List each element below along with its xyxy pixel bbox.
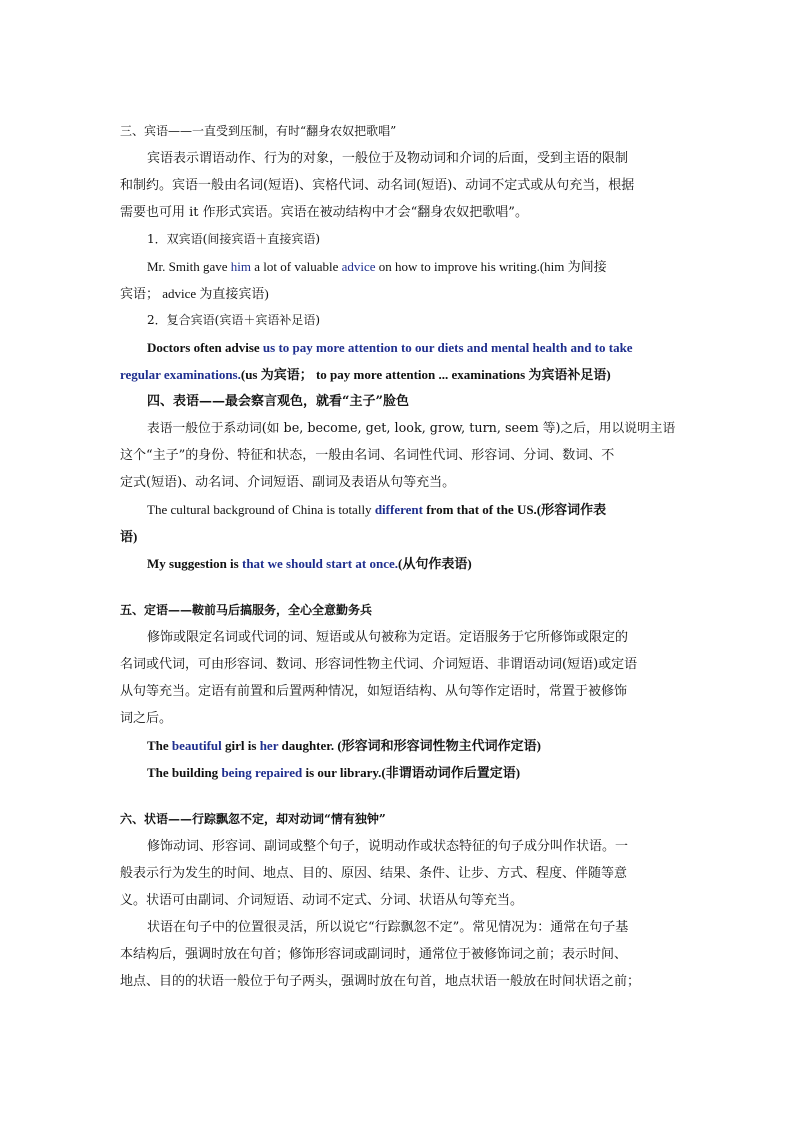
example-text: The building bbox=[147, 765, 222, 780]
section-gap bbox=[120, 786, 676, 806]
paragraph-line: 词之后。 bbox=[120, 711, 173, 726]
paragraph-line: 宾语表示谓语动作、行为的对象，一般位于及物动词和介词的后面，受到主语的限制 bbox=[147, 151, 629, 166]
example-note: (从句作表语) bbox=[397, 556, 472, 571]
highlight-text: being repaired bbox=[221, 765, 303, 780]
paragraph-line: 从句等充当。定语有前置和后置两种情况，如短语结构、从句等作定语时，常置于被修饰 bbox=[120, 684, 628, 699]
highlight-text: regular examinations. bbox=[120, 367, 241, 382]
document-page bbox=[120, 118, 676, 995]
example-sentence bbox=[120, 732, 676, 759]
highlight-text: us to pay more attention to our diets and mental health and to take bbox=[262, 340, 633, 355]
paragraph-line: 修饰或限定名词或代词的词、短语或从句被称为定语。定语服务于它所修饰或限定的 bbox=[147, 630, 629, 645]
paragraph-line: 状语在句子中的位置很灵活，所以说它“行踪飘忽不定”。常见情况为：通常在句子基 bbox=[147, 920, 629, 935]
paragraph-line: 本结构后，强调时放在句首；修饰形容词或副词时，通常位于被修饰词之前；表示时间、 bbox=[120, 947, 628, 962]
example-text: girl is bbox=[221, 738, 260, 753]
highlight-text: that we should start at once. bbox=[241, 556, 398, 571]
example-text: The cultural background of China is totally bbox=[147, 502, 375, 517]
example-sentence bbox=[120, 759, 676, 786]
example-note: 宾语； advice 为直接宾语) bbox=[120, 286, 269, 301]
paragraph-line: 般表示行为发生的时间、地点、目的、原因、结果、条件、让步、方式、程度、伴随等意 bbox=[120, 866, 628, 881]
subheading-double-object: 1．双宾语(间接宾语＋直接宾语) bbox=[147, 232, 320, 246]
example-note: 语) bbox=[120, 529, 138, 544]
example-sentence bbox=[120, 361, 676, 388]
section-heading-object: 三、宾语——一直受到压制，有时“翻身农奴把歌唱” bbox=[120, 124, 397, 138]
example-text: from that of the US.(形容词作表 bbox=[422, 502, 607, 517]
section-gap bbox=[120, 577, 676, 597]
highlight-text: different bbox=[374, 502, 423, 517]
paragraph-line: 表语一般位于系动词(如 be, become, get, look, grow, turn, seem 等)之后，用以说明主语 bbox=[147, 421, 676, 436]
example-text: The bbox=[147, 738, 172, 753]
example-sentence bbox=[120, 253, 676, 280]
section-heading-adverbial: 六、状语——行踪飘忽不定，却对动词“情有独钟” bbox=[120, 812, 386, 826]
paragraph-line: 地点、目的的状语一般位于句子两头，强调时放在句首，地点状语一般放在时间状语之前； bbox=[120, 974, 641, 989]
example-sentence bbox=[120, 496, 676, 523]
example-text: Doctors often advise bbox=[147, 340, 263, 355]
example-note: daughter. (形容词和形容词性物主代词作定语) bbox=[278, 738, 542, 753]
example-text: on how to improve his writing.(him 为间接 bbox=[375, 259, 607, 274]
paragraph-line: 修饰动词、形容词、副词或整个句子，说明动作或状态特征的句子成分叫作状语。一 bbox=[147, 839, 629, 854]
highlight-text: him bbox=[230, 259, 252, 274]
highlight-text: beautiful bbox=[171, 738, 222, 753]
example-sentence bbox=[120, 550, 676, 577]
section-heading-attribute: 五、定语——鞍前马后搞服务，全心全意勤务兵 bbox=[120, 603, 373, 617]
paragraph-line: 定式(短语)、动名词、介词短语、副词及表语从句等充当。 bbox=[120, 475, 456, 490]
example-text: My suggestion is bbox=[147, 556, 242, 571]
example-note: (us 为宾语； to pay more attention ... examinations 为宾语补足语) bbox=[240, 367, 611, 382]
section-heading-predicative: 四、表语——最会察言观色，就看“主子”脸色 bbox=[147, 394, 409, 409]
example-text: a lot of valuable bbox=[251, 259, 342, 274]
example-sentence bbox=[120, 334, 676, 361]
paragraph-line: 这个“主子”的身份、特征和状态，一般由名词、名词性代词、形容词、分词、数词、不 bbox=[120, 448, 615, 463]
example-note: is our library.(非谓语动词作后置定语) bbox=[302, 765, 521, 780]
paragraph-line: 需要也可用 it 作形式宾语。宾语在被动结构中才会“翻身农奴把歌唱”。 bbox=[120, 205, 528, 220]
highlight-text: advice bbox=[341, 259, 376, 274]
example-text: Mr. Smith gave bbox=[147, 259, 231, 274]
paragraph-line: 名词或代词，可由形容词、数词、形容词性物主代词、介词短语、非谓语动词(短语)或定语 bbox=[120, 657, 638, 672]
subheading-complex-object: 2．复合宾语(宾语＋宾语补足语) bbox=[147, 313, 320, 327]
paragraph-line: 和制约。宾语一般由名词(短语)、宾格代词、动名词(短语)、动词不定式或从句充当，根据 bbox=[120, 178, 635, 193]
highlight-text: her bbox=[259, 738, 279, 753]
paragraph-line: 义。状语可由副词、介词短语、动词不定式、分词、状语从句等充当。 bbox=[120, 893, 524, 908]
